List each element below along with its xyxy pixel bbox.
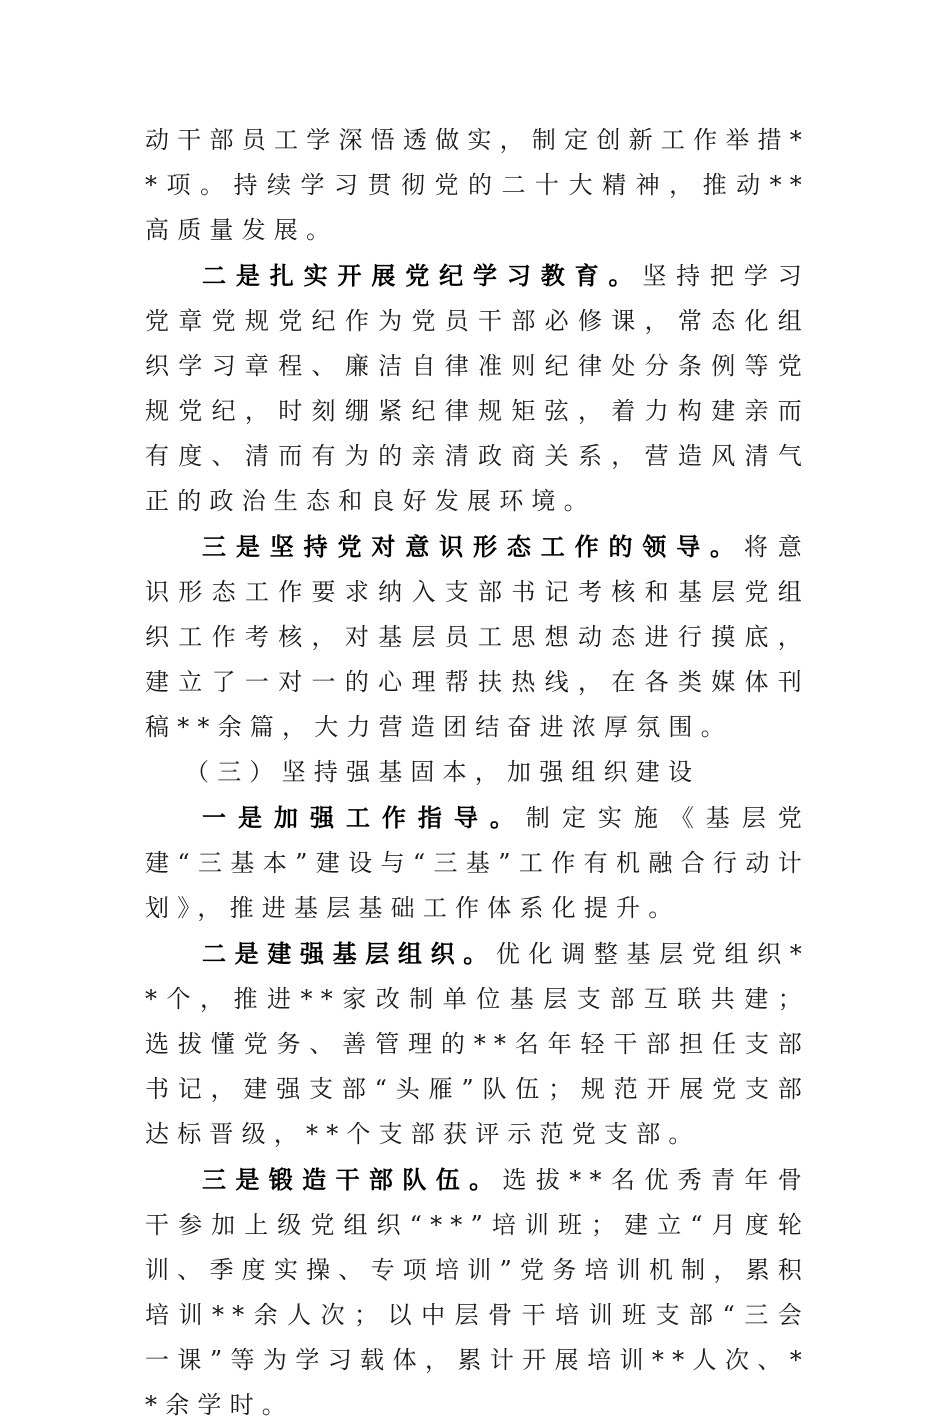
paragraph-text: 制定实施《基层党建“三基本”建设与“三基”工作有机融合行动计划》，推进基层基础工作体系化提升。 [145, 804, 810, 922]
document-page [145, 118, 810, 1428]
section-heading [145, 750, 810, 795]
paragraph-lead: 二是扎实开展党纪学习教育。 [202, 261, 643, 290]
paragraph-text: 选拔**名优秀青年骨干参加上级党组织“**”培训班；建立“月度轮训、季度实操、专项培训”党务培训机制，累积培训**余人次；以中层骨干培训班支部“三会一课”等为学习载体，累计开展培训**人次、**余学时。 [145, 1166, 810, 1419]
paragraph-text: 动干部员工学深悟透做实，制定创新工作举措**项。持续学习贯彻党的二十大精神，推动**高质量发展。 [145, 126, 810, 244]
paragraph-lead: 一是加强工作指导。 [202, 803, 526, 832]
paragraph-continuation [145, 118, 810, 253]
paragraph-lead: 三是坚持党对意识形态工作的领导。 [202, 532, 744, 561]
paragraph-grassroots-organization [145, 931, 810, 1157]
paragraph-text: 优化调整基层党组织**个，推进**家改制单位基层支部互联共建；选拔懂党务、善管理的**名年轻干部担任支部书记，建强支部“头雁”队伍；规范开展党支部达标晋级，**个支部获评示范党支部。 [145, 940, 810, 1148]
paragraph-text: 坚持把学习党章党规党纪作为党员干部必修课，常态化组织学习章程、廉洁自律准则纪律处分条例等党规党纪，时刻绷紧纪律规矩弦，着力构建亲而有度、清而有为的亲清政商关系，营造风清气正的政治生态和良好发展环境。 [145, 262, 810, 515]
paragraph-work-guidance [145, 795, 810, 931]
paragraph-ideology-leadership [145, 524, 810, 750]
paragraph-party-discipline-education [145, 253, 810, 524]
paragraph-lead: 二是建强基层组织。 [202, 939, 496, 968]
paragraph-lead: 三是锻造干部队伍。 [202, 1165, 503, 1194]
paragraph-text: 将意识形态工作要求纳入支部书记考核和基层党组织工作考核，对基层员工思想动态进行摸底，建立了一对一的心理帮扶热线，在各类媒体刊稿**余篇，大力营造团结奋进浓厚氛围。 [145, 533, 810, 741]
section-heading-text: （三）坚持强基固本，加强组织建设 [185, 758, 701, 786]
paragraph-cadre-team [145, 1157, 810, 1428]
